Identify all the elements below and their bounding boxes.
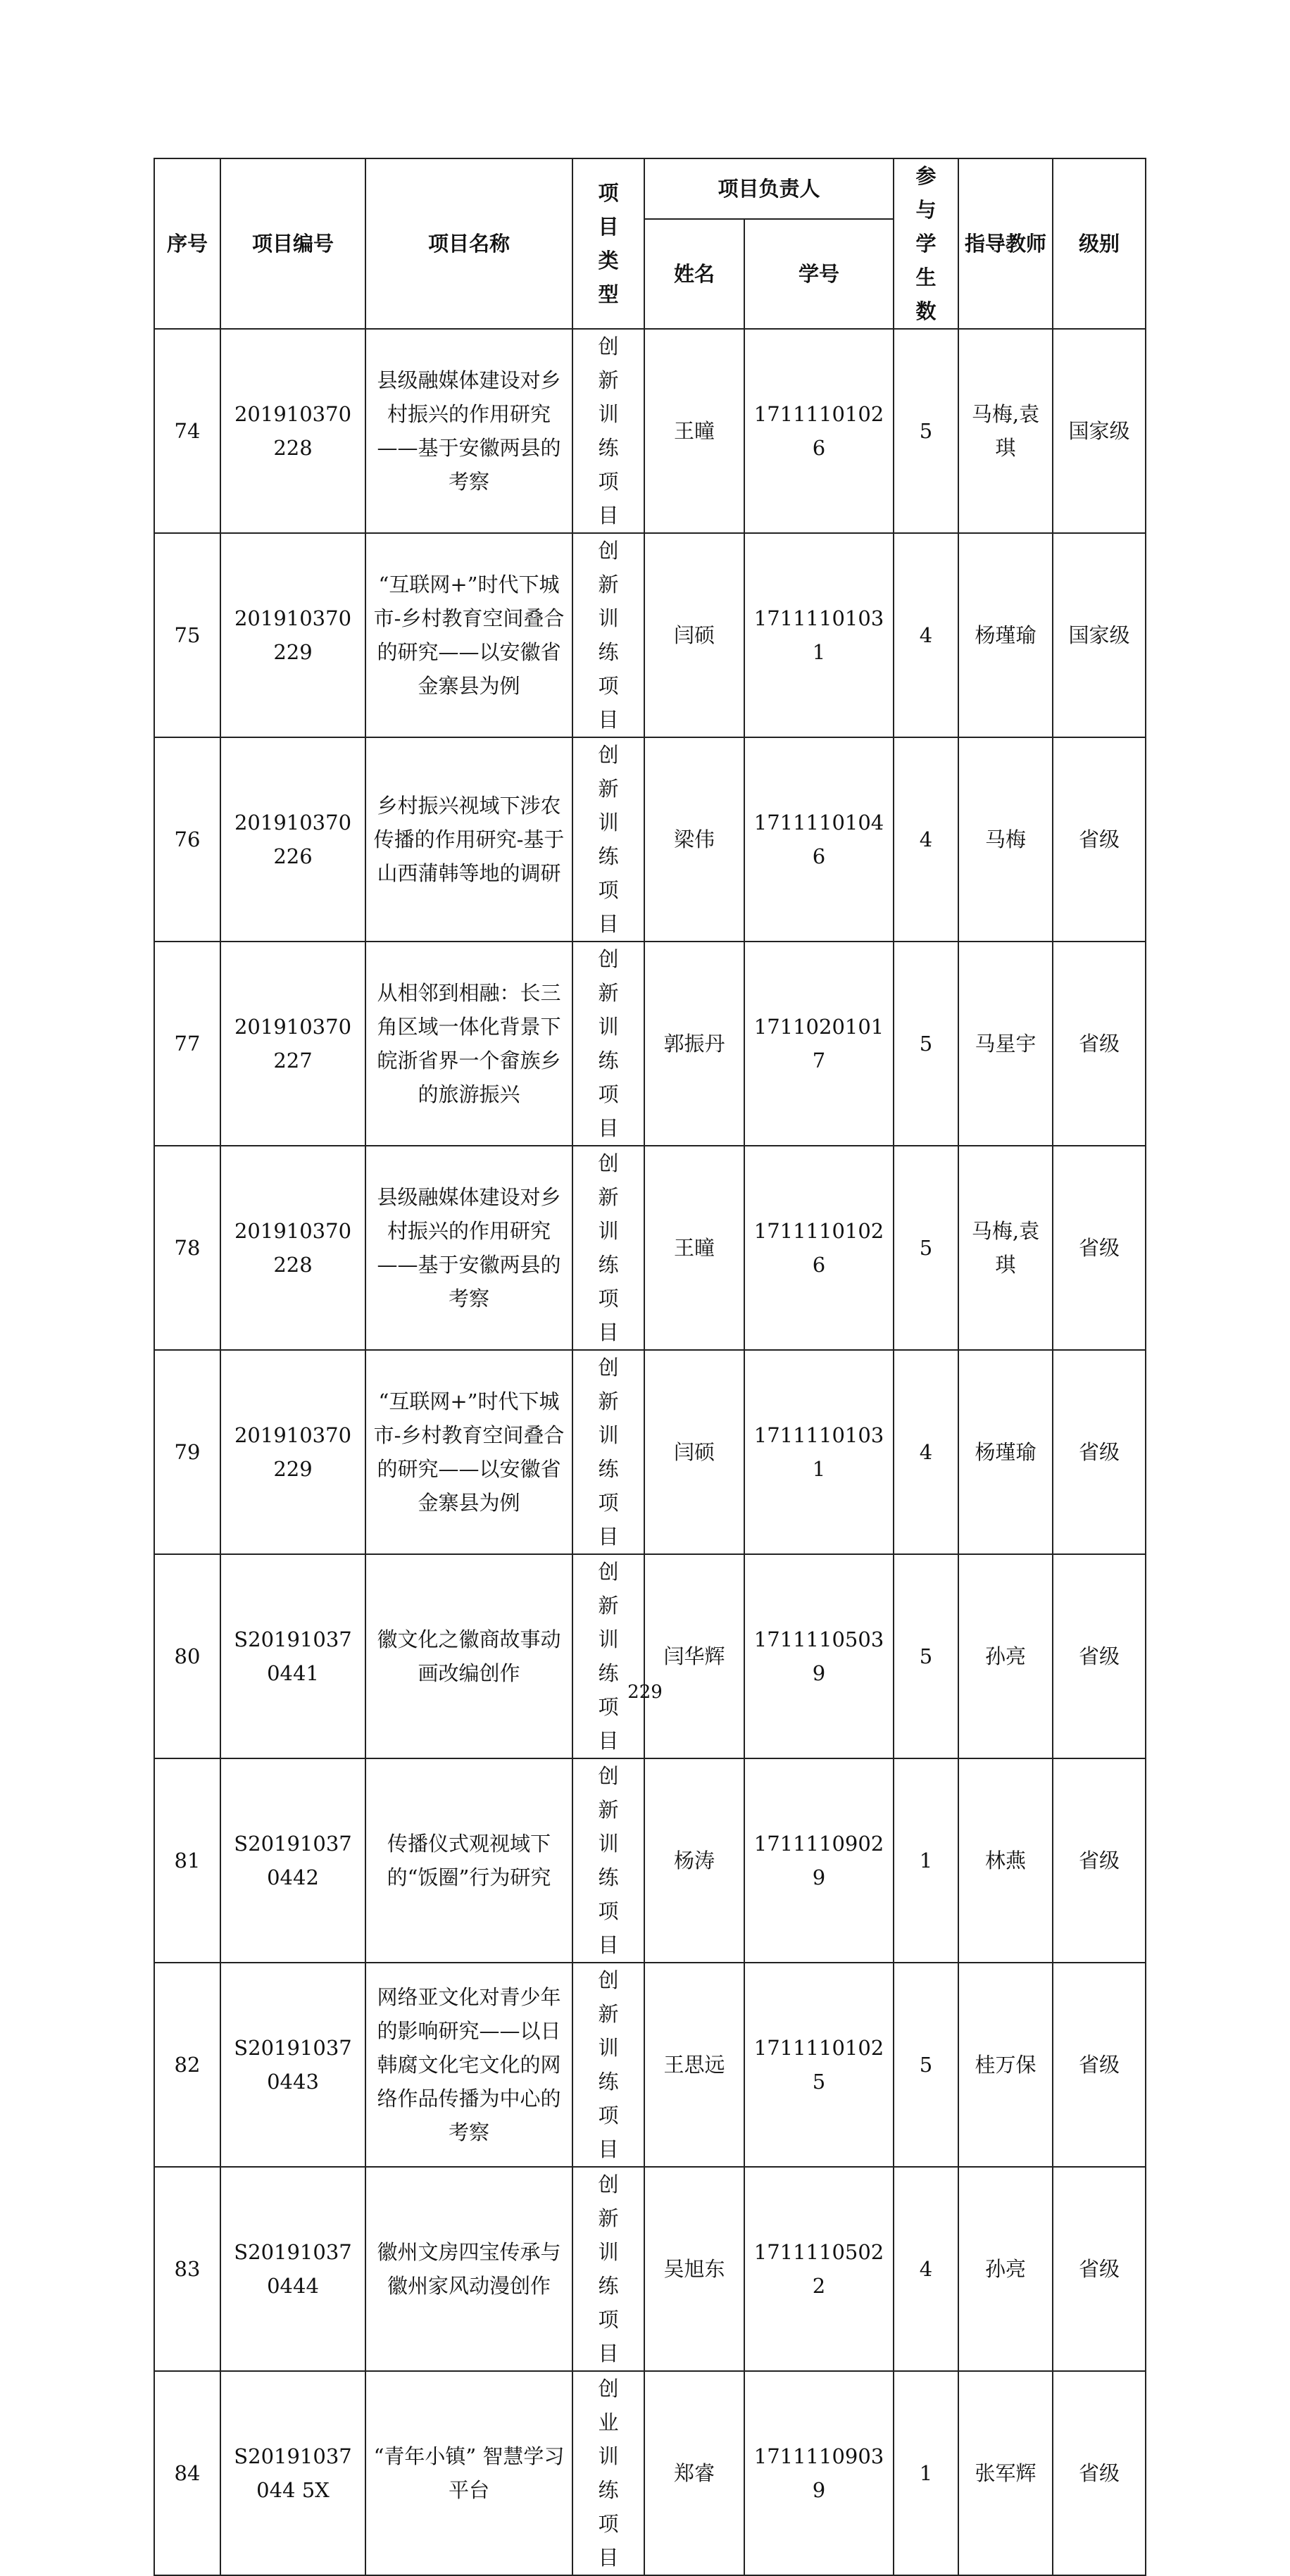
cell-participants: 5 [894, 1146, 958, 1350]
table-row [154, 1554, 1146, 1758]
cell-index: 81 [154, 1758, 220, 1963]
header-student-id: 学号 [744, 219, 894, 329]
header-leader-name: 姓名 [644, 219, 744, 329]
cell-level: 省级 [1053, 1554, 1146, 1758]
cell-type: 创新训练项目 [572, 1146, 644, 1350]
cell-leader-name: 郑睿 [644, 2371, 744, 2575]
cell-type: 创新训练项目 [572, 1350, 644, 1554]
header-leader-group: 项目负责人 [644, 158, 894, 219]
cell-level: 省级 [1053, 2167, 1146, 2371]
cell-advisor: 孙亮 [958, 2167, 1053, 2371]
table-row [154, 533, 1146, 737]
cell-student-id: 17110201017 [744, 942, 894, 1146]
cell-type: 创新训练项目 [572, 533, 644, 737]
cell-index: 75 [154, 533, 220, 737]
cell-type: 创新训练项目 [572, 737, 644, 942]
cell-type: 创新训练项目 [572, 1963, 644, 2167]
table-body [154, 329, 1146, 2575]
cell-code: S201910370444 [220, 2167, 365, 2371]
header-index: 序号 [154, 158, 220, 329]
cell-student-id: 17111109039 [744, 2371, 894, 2575]
cell-student-id: 17111101026 [744, 1146, 894, 1350]
header-name: 项目名称 [365, 158, 572, 329]
page-number: 229 [627, 1682, 663, 1703]
cell-project-name: 徽州文房四宝传承与徽州家风动漫创作 [365, 2167, 572, 2371]
cell-participants: 5 [894, 329, 958, 533]
cell-leader-name: 吴旭东 [644, 2167, 744, 2371]
cell-index: 80 [154, 1554, 220, 1758]
cell-project-name: 从相邻到相融：长三角区域一体化背景下皖浙省界一个畲族乡的旅游振兴 [365, 942, 572, 1146]
project-table [154, 158, 1146, 2576]
cell-level: 国家级 [1053, 329, 1146, 533]
header-level: 级别 [1053, 158, 1146, 329]
cell-project-name: “互联网+”时代下城市-乡村教育空间叠合的研究——以安徽省金寨县为例 [365, 533, 572, 737]
cell-level: 省级 [1053, 1350, 1146, 1554]
cell-participants: 1 [894, 2371, 958, 2575]
cell-leader-name: 闫硕 [644, 1350, 744, 1554]
cell-level: 省级 [1053, 1146, 1146, 1350]
cell-participants: 4 [894, 2167, 958, 2371]
cell-participants: 1 [894, 1758, 958, 1963]
cell-leader-name: 郭振丹 [644, 942, 744, 1146]
cell-participants: 5 [894, 1963, 958, 2167]
header-type: 项目类型 [572, 158, 644, 329]
header-advisor: 指导教师 [958, 158, 1053, 329]
cell-level: 省级 [1053, 1963, 1146, 2167]
cell-level: 国家级 [1053, 533, 1146, 737]
table-row [154, 737, 1146, 942]
cell-index: 76 [154, 737, 220, 942]
table-header [154, 158, 1146, 329]
cell-participants: 4 [894, 533, 958, 737]
cell-type: 创新训练项目 [572, 329, 644, 533]
cell-leader-name: 闫硕 [644, 533, 744, 737]
cell-code: 201910370228 [220, 329, 365, 533]
table-row [154, 1963, 1146, 2167]
table-row [154, 329, 1146, 533]
cell-type: 创新训练项目 [572, 942, 644, 1146]
cell-advisor: 孙亮 [958, 1554, 1053, 1758]
cell-advisor: 张军辉 [958, 2371, 1053, 2575]
cell-index: 77 [154, 942, 220, 1146]
cell-code: S201910370441 [220, 1554, 365, 1758]
header-participants: 参与学生数 [894, 158, 958, 329]
cell-leader-name: 王曈 [644, 1146, 744, 1350]
cell-index: 79 [154, 1350, 220, 1554]
cell-level: 省级 [1053, 737, 1146, 942]
cell-advisor: 杨瑾瑜 [958, 1350, 1053, 1554]
cell-advisor: 马梅 [958, 737, 1053, 942]
cell-index: 84 [154, 2371, 220, 2575]
cell-leader-name: 王思远 [644, 1963, 744, 2167]
cell-advisor: 马梅,袁琪 [958, 329, 1053, 533]
cell-level: 省级 [1053, 2371, 1146, 2575]
cell-project-name: “青年小镇” 智慧学习平台 [365, 2371, 572, 2575]
cell-type: 创新训练项目 [572, 2167, 644, 2371]
cell-student-id: 17111101046 [744, 737, 894, 942]
cell-code: 201910370229 [220, 533, 365, 737]
cell-advisor: 桂万保 [958, 1963, 1053, 2167]
cell-leader-name: 王曈 [644, 329, 744, 533]
cell-participants: 5 [894, 1554, 958, 1758]
cell-code: S201910370442 [220, 1758, 365, 1963]
table-row [154, 1146, 1146, 1350]
cell-index: 83 [154, 2167, 220, 2371]
table-row [154, 1350, 1146, 1554]
cell-leader-name: 闫华辉 [644, 1554, 744, 1758]
table-row [154, 1758, 1146, 1963]
cell-code: S201910370443 [220, 1963, 365, 2167]
cell-level: 省级 [1053, 1758, 1146, 1963]
cell-project-name: “互联网+”时代下城市-乡村教育空间叠合的研究——以安徽省金寨县为例 [365, 1350, 572, 1554]
cell-code: 201910370228 [220, 1146, 365, 1350]
cell-advisor: 杨瑾瑜 [958, 533, 1053, 737]
cell-code: 201910370226 [220, 737, 365, 942]
cell-participants: 4 [894, 1350, 958, 1554]
cell-index: 78 [154, 1146, 220, 1350]
cell-project-name: 乡村振兴视域下涉农传播的作用研究-基于山西蒲韩等地的调研 [365, 737, 572, 942]
header-code: 项目编号 [220, 158, 365, 329]
cell-participants: 4 [894, 737, 958, 942]
cell-index: 74 [154, 329, 220, 533]
cell-student-id: 17111109029 [744, 1758, 894, 1963]
table-row [154, 2167, 1146, 2371]
cell-project-name: 县级融媒体建设对乡村振兴的作用研究——基于安徽两县的考察 [365, 329, 572, 533]
cell-type: 创新训练项目 [572, 1554, 644, 1758]
cell-project-name: 徽文化之徽商故事动画改编创作 [365, 1554, 572, 1758]
cell-project-name: 传播仪式观视域下的“饭圈”行为研究 [365, 1758, 572, 1963]
cell-leader-name: 梁伟 [644, 737, 744, 942]
cell-student-id: 17111105022 [744, 2167, 894, 2371]
cell-student-id: 17111101025 [744, 1963, 894, 2167]
cell-student-id: 17111105039 [744, 1554, 894, 1758]
cell-index: 82 [154, 1963, 220, 2167]
cell-type: 创新训练项目 [572, 1758, 644, 1963]
cell-student-id: 17111101026 [744, 329, 894, 533]
cell-advisor: 马星宇 [958, 942, 1053, 1146]
cell-project-name: 网络亚文化对青少年的影响研究——以日韩腐文化宅文化的网络作品传播为中心的考察 [365, 1963, 572, 2167]
cell-type: 创业训练项目 [572, 2371, 644, 2575]
cell-student-id: 17111101031 [744, 1350, 894, 1554]
cell-project-name: 县级融媒体建设对乡村振兴的作用研究——基于安徽两县的考察 [365, 1146, 572, 1350]
cell-participants: 5 [894, 942, 958, 1146]
cell-code: S20191037044 5X [220, 2371, 365, 2575]
table-row [154, 942, 1146, 1146]
cell-code: 201910370227 [220, 942, 365, 1146]
cell-level: 省级 [1053, 942, 1146, 1146]
cell-leader-name: 杨涛 [644, 1758, 744, 1963]
table-row [154, 2371, 1146, 2575]
cell-code: 201910370229 [220, 1350, 365, 1554]
cell-student-id: 17111101031 [744, 533, 894, 737]
cell-advisor: 林燕 [958, 1758, 1053, 1963]
cell-advisor: 马梅,袁琪 [958, 1146, 1053, 1350]
